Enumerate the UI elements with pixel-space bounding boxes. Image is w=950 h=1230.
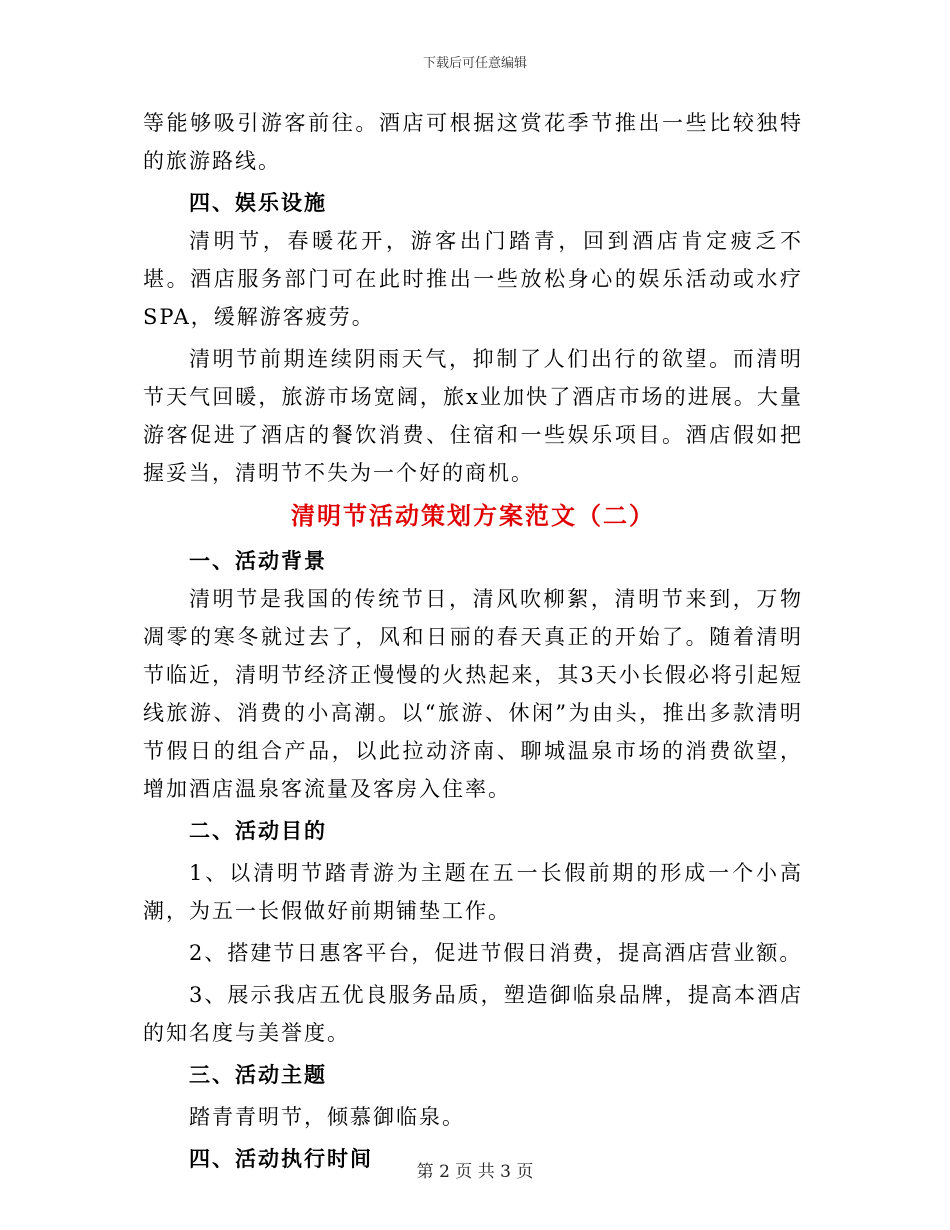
paragraph-background: 清明节是我国的传统节日，清风吹柳絮，清明节来到，万物凋零的寒冬就过去了，风和日丽的春天真正的开始了。随着清明节临近，清明节经济正慢慢的火热起来，其3天小长假必将引起短线旅游、消费的小高潮。以“旅游、休闲”为由头，推出多款清明节假日的组合产品，以此拉动济南、聊城温泉市场的消费欲望，增加酒店温泉客流量及客房入住率。 <box>143 587 803 801</box>
heading-purpose: 二、活动目的 <box>189 818 327 843</box>
paragraph-market: 清明节前期连续阴雨天气，抑制了人们出行的欲望。而清明节天气回暖，旅游市场宽阔，旅x业加快了酒店市场的进展。大量游客促进了酒店的餐饮消费、住宿和一些娱乐项目。酒店假如把握妥当，清明节不失为一个好的商机。 <box>143 347 803 485</box>
page-header: 下载后可任意编辑 <box>422 56 527 71</box>
heading-background: 一、活动背景 <box>189 548 327 573</box>
paragraph-entertainment: 清明节，春暖花开，游客出门踏青，回到酒店肯定疲乏不堪。酒店服务部门可在此时推出一些放松身心的娱乐活动或水疗SPA，缓解游客疲劳。 <box>143 229 803 329</box>
purpose-item-1: 1、以清明节踏青游为主题在五一长假前期的形成一个小高潮，为五一长假做好前期铺垫工作。 <box>143 861 803 923</box>
purpose-item-2: 2、搭建节日惠客平台，促进节假日消费，提高酒店营业额。 <box>189 941 803 965</box>
section-title: 清明节活动策划方案范文（二） <box>291 501 655 530</box>
paragraph-continuation: 等能够吸引游客前往。酒店可根据这赏花季节推出一些比较独特的旅游路线。 <box>143 111 803 173</box>
page-number: 第 2 页 共 3 页 <box>416 1162 534 1182</box>
heading-execution-time: 四、活动执行时间 <box>189 1146 373 1171</box>
document-body <box>143 104 803 1178</box>
paragraph-theme: 踏青青明节，倾慕御临泉。 <box>189 1105 465 1129</box>
heading-entertainment-facilities: 四、娱乐设施 <box>189 190 327 215</box>
heading-theme: 三、活动主题 <box>189 1062 327 1087</box>
purpose-item-3: 3、展示我店五优良服务品质，塑造御临泉品牌，提高本酒店的知名度与美誉度。 <box>143 983 803 1045</box>
